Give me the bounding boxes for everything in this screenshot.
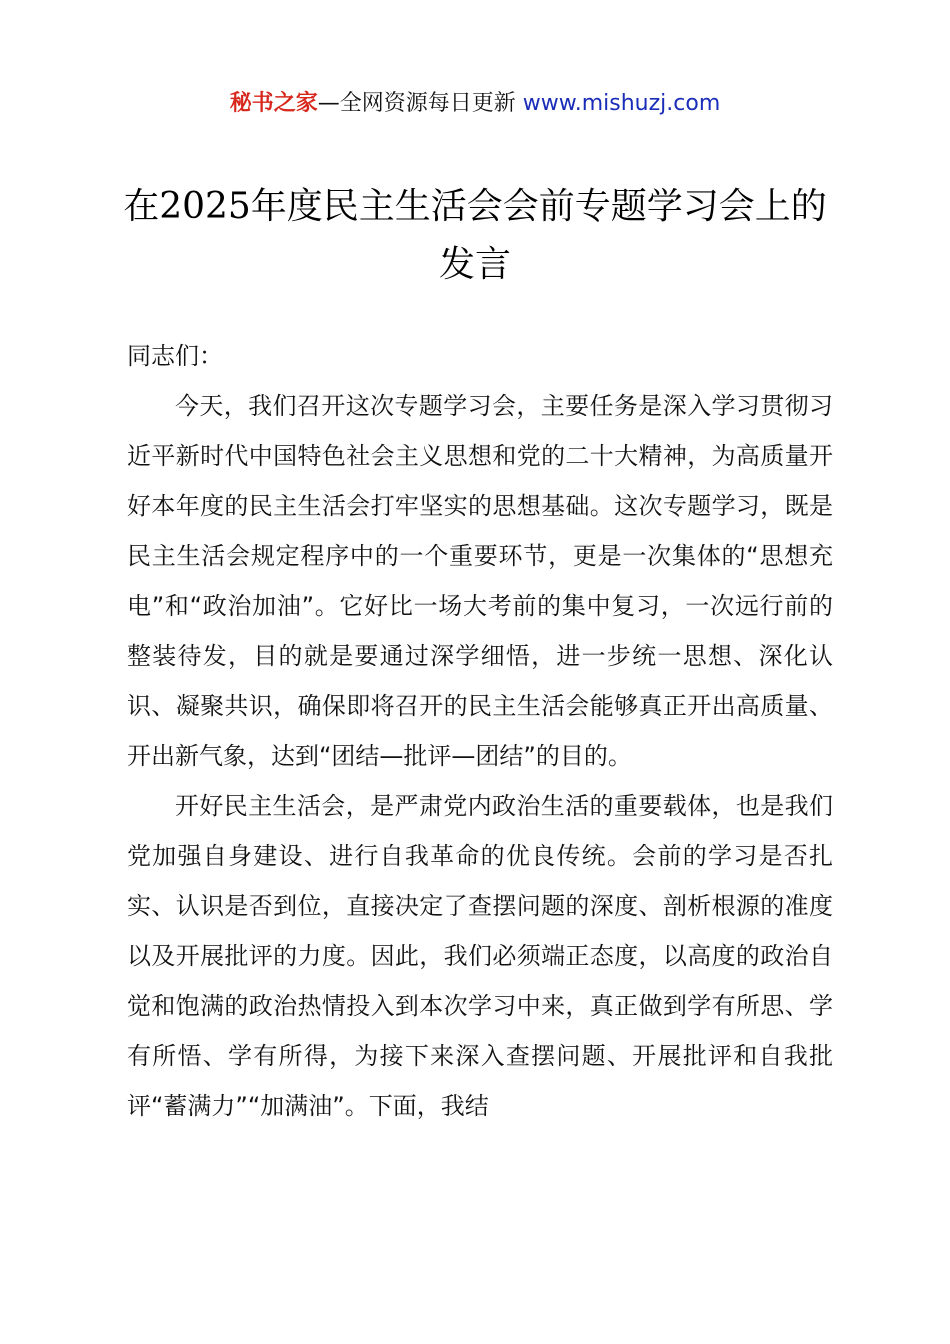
site-tagline: —全网资源每日更新 — [317, 91, 516, 116]
site-header — [0, 88, 950, 120]
body-paragraph-1: 今天，我们召开这次专题学习会，主要任务是深入学习贯彻习近平新时代中国特色社会主义思想和党的二十大精神，为高质量开好本年度的民主生活会打牢坚实的思想基础。这次专题学习，既是民主生活会规定程序中的一个重要环节，更是一次集体的“思想充电”和“政治加油”。它好比一场大考前的集中复习，一次远行前的整装待发，目的就是要通过深学细悟，进一步统一思想、深化认识、凝聚共识，确保即将召开的民主生活会能够真正开出高质量、开出新气象，达到“团结—批评—团结”的目的。 — [127, 392, 833, 770]
document-title — [100, 178, 850, 294]
body-paragraph-2: 开好民主生活会，是严肃党内政治生活的重要载体，也是我们党加强自身建设、进行自我革命的优良传统。会前的学习是否扎实、认识是否到位，直接决定了查摆问题的深度、剖析根源的准度以及开展批评的力度。因此，我们必须端正态度，以高度的政治自觉和饱满的政治热情投入到本次学习中来，真正做到学有所思、学有所悟、学有所得，为接下来深入查摆问题、开展批评和自我批评“蓄满力”“加满油”。下面，我结 — [127, 792, 833, 1120]
site-url-link[interactable]: www.mishuzj.com — [522, 91, 721, 116]
document-body — [127, 331, 833, 1131]
document-title-line-1: 在2025年度民主生活会会前专题学习会上的 — [123, 186, 827, 227]
salutation: 同志们： — [127, 342, 223, 370]
document-title-line-2: 发言 — [438, 244, 511, 285]
site-brand: 秘书之家 — [229, 91, 318, 116]
